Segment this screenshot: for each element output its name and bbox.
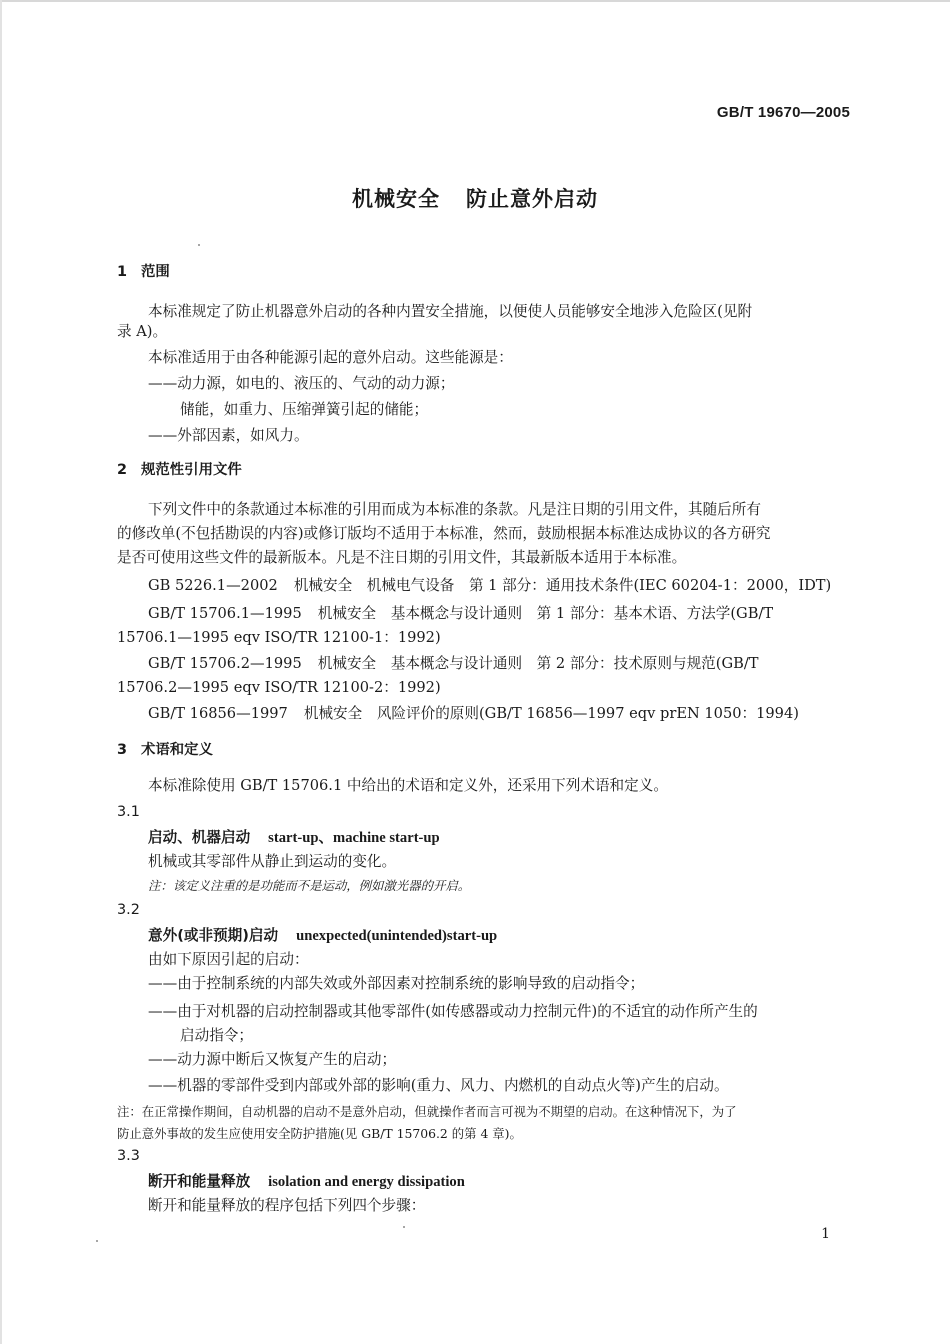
list-item: ——动力源，如电的、液压的、气动的动力源； — [148, 375, 455, 392]
section2-heading — [117, 460, 242, 480]
reference-code: GB/T 15706.2—1995 — [148, 655, 302, 672]
scan-speck — [198, 244, 200, 246]
section2-title: 规范性引用文件 — [141, 462, 242, 478]
section3-heading — [117, 740, 213, 760]
term-heading — [148, 1172, 465, 1192]
reference-text: 机械安全 风险评价的原则(GB/T 16856—1997 eqv prEN 1050：1994) — [303, 705, 799, 722]
reference-code: GB/T 16856—1997 — [148, 705, 288, 722]
clause-number: 3.3 — [117, 1148, 140, 1164]
reference-code: GB/T 15706.1—1995 — [148, 605, 302, 622]
scan-speck — [403, 1226, 405, 1228]
reference-continuation: 15706.2—1995 eqv ISO/TR 12100-2：1992) — [117, 679, 441, 696]
section3-intro: 本标准除使用 GB/T 15706.1 中给出的术语和定义外，还采用下列术语和定义。 — [148, 777, 668, 794]
reference-text: 机械安全 机械电气设备 第 1 部分：通用技术条件(IEC 60204-1：2000，IDT) — [293, 577, 832, 594]
term-chinese: 启动、机器启动 — [148, 829, 251, 846]
list-item-continuation: 启动指令； — [180, 1027, 253, 1044]
section3-number: 3 — [117, 742, 128, 758]
section1-paragraph-line: 本标准规定了防止机器意外启动的各种内置安全措施，以便使人员能够安全地涉入危险区(见附 — [148, 303, 753, 320]
note-line: 防止意外事故的发生应使用安全防护措施(见 GB/T 15706.2 的第 4 章)。 — [117, 1126, 522, 1141]
section1-title: 范围 — [141, 264, 170, 280]
section3-title: 术语和定义 — [141, 742, 213, 758]
clause-number: 3.2 — [117, 902, 140, 918]
reference-item — [148, 654, 759, 674]
section1-paragraph-line: 录 A)。 — [117, 323, 168, 340]
term-chinese: 意外(或非预期)启动 — [148, 927, 279, 944]
term-english: unexpected(unintended)start-up — [296, 928, 498, 944]
term-english: isolation and energy dissipation — [268, 1174, 465, 1190]
term-definition: 机械或其零部件从静止到运动的变化。 — [148, 853, 397, 870]
scan-speck — [96, 1240, 98, 1242]
document-title — [0, 183, 950, 213]
section2-paragraph-line: 是否可使用这些文件的最新版本。凡是不注日期的引用文件，其最新版本适用于本标准。 — [117, 549, 687, 566]
section1-paragraph: 本标准适用于由各种能源引起的意外启动。这些能源是： — [148, 349, 513, 366]
section2-number: 2 — [117, 462, 128, 478]
reference-text: 机械安全 基本概念与设计通则 第 1 部分：基本术语、方法学(GB/T — [317, 605, 774, 622]
section1-heading — [117, 262, 170, 282]
note: 注：该定义注重的是功能而不是运动，例如激光器的开启。 — [148, 878, 471, 893]
list-item: 储能，如重力、压缩弹簧引起的储能； — [180, 401, 429, 418]
title-part2: 防止意外启动 — [466, 187, 598, 211]
reference-continuation: 15706.1—1995 eqv ISO/TR 12100-1：1992) — [117, 629, 441, 646]
note-line: 注：在正常操作期间，自动机器的启动不是意外启动，但就操作者而言可视为不期望的启动。在这种情况下，为了 — [117, 1104, 737, 1119]
term-chinese: 断开和能量释放 — [148, 1173, 251, 1190]
scan-edge-top — [0, 0, 950, 2]
section2-paragraph-line: 下列文件中的条款通过本标准的引用而成为本标准的条款。凡是注日期的引用文件，其随后所有 — [148, 501, 761, 518]
reference-item — [148, 704, 799, 724]
page-number: 1 — [821, 1226, 830, 1242]
term-english: start-up、machine start-up — [268, 830, 440, 846]
reference-text: 机械安全 基本概念与设计通则 第 2 部分：技术原则与规范(GB/T — [317, 655, 759, 672]
section1-number: 1 — [117, 264, 128, 280]
list-item: ——由于对机器的启动控制器或其他零部件(如传感器或动力控制元件)的不适宜的动作所产生的 — [148, 1003, 758, 1020]
term-heading — [148, 926, 497, 946]
standard-code: GB/T 19670—2005 — [716, 104, 850, 121]
list-item: ——机器的零部件受到内部或外部的影响(重力、风力、内燃机的自动点火等)产生的启动。 — [148, 1077, 729, 1094]
reference-item — [148, 604, 773, 624]
reference-item — [148, 576, 831, 596]
list-item: ——动力源中断后又恢复产生的启动； — [148, 1051, 397, 1068]
term-definition: 断开和能量释放的程序包括下列四个步骤： — [148, 1197, 426, 1214]
clause-number: 3.1 — [117, 804, 140, 820]
section2-paragraph-line: 的修改单(不包括勘误的内容)或修订版均不适用于本标准，然而，鼓励根据本标准达成协议的各方研究 — [117, 525, 771, 542]
list-item: ——外部因素，如风力。 — [148, 427, 309, 444]
term-intro: 由如下原因引起的启动： — [148, 951, 309, 968]
term-heading — [148, 828, 440, 848]
title-part1: 机械安全 — [352, 187, 440, 211]
list-item: ——由于控制系统的内部失效或外部因素对控制系统的影响导致的启动指令； — [148, 975, 645, 992]
reference-code: GB 5226.1—2002 — [148, 577, 278, 594]
